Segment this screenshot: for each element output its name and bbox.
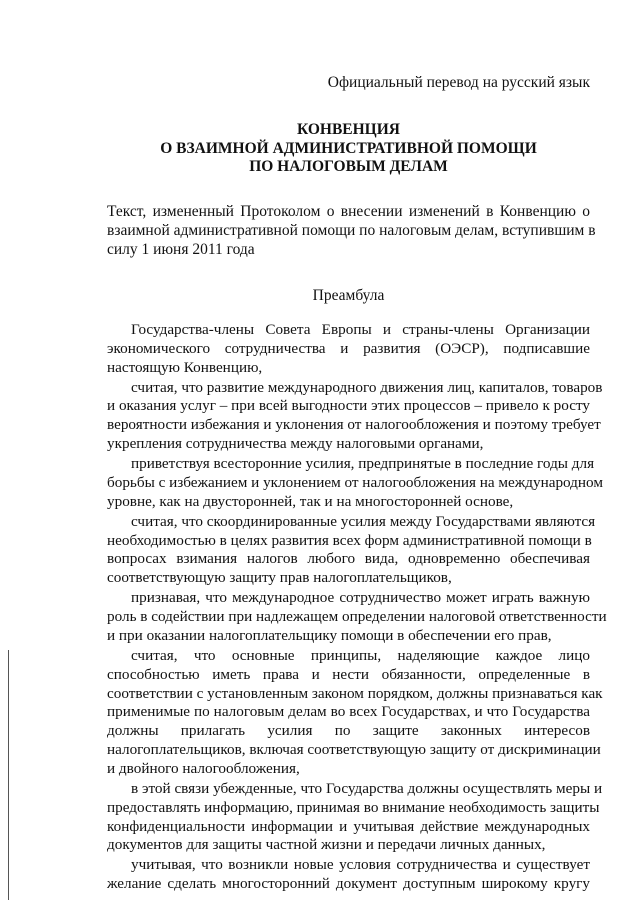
paragraph-line: учитывая, что возникли новые условия сотрудничества и существует — [131, 856, 590, 874]
paragraph-line: применимые по налоговым делам во всех Государствах, и что Государства — [107, 703, 590, 721]
intro-line: силу 1 июня 2011 года — [107, 241, 255, 258]
paragraph-line: документов для защиты частной жизни и передачи личных данных, — [107, 836, 546, 854]
title-line: О ВЗАИМНОЙ АДМИНИСТРАТИВНОЙ ПОМОЩИ — [160, 139, 537, 157]
paragraph-line: в этой связи убежденные, что Государства должны осуществлять меры и — [131, 779, 603, 797]
preamble-heading: Преамбула — [312, 287, 385, 304]
preamble-paragraph — [107, 589, 607, 645]
preamble-paragraph — [107, 378, 603, 454]
intro-line: Текст, измененный Протоколом о внесении изменений в Конвенцию о — [107, 203, 590, 220]
paragraph-line: необходимостью в целях развития всех форм административной помощи в — [107, 531, 592, 549]
paragraph-line: Государства-члены Совета Европы и страны-члены Организации — [131, 321, 590, 338]
preamble-paragraph — [107, 856, 590, 894]
preamble-paragraph — [107, 455, 603, 511]
paragraph-line: считая, что развитие международного движения лиц, капиталов, товаров — [131, 378, 603, 396]
paragraph-line: конфиденциальности информации и учитывая действие международных — [107, 817, 590, 835]
paragraph-line: экономического сотрудничества и развития (ОЭСР), подписавшие — [107, 339, 590, 357]
preamble-paragraph — [107, 512, 596, 588]
paragraph-line: и оказания услуг – при всей выгодности этих процессов – привело к росту — [107, 397, 590, 415]
paragraph-line: вероятности избежания и уклонения от налогообложения и поэтому требует — [107, 416, 601, 434]
paragraph-line: приветствуя всесторонние усилия, предпринятые в последние годы для — [131, 455, 595, 473]
preamble-paragraph — [107, 779, 603, 855]
paragraph-line: уровне, как на двусторонней, так и на многосторонней основе, — [107, 492, 514, 510]
preamble-body — [107, 321, 607, 895]
intro-note — [107, 202, 596, 259]
paragraph-line: укрепления сотрудничества между налоговыми органами, — [107, 435, 484, 453]
paragraph-line: и при оказании налогоплательщику помощи в обеспечении его прав, — [107, 626, 552, 644]
paragraph-line: борьбы с избежанием и уклонением от налогообложения на международном — [107, 473, 603, 491]
paragraph-line: желание сделать многосторонний документ доступным широкому кругу — [107, 875, 590, 893]
preamble-paragraph — [107, 321, 590, 377]
title-line: ПО НАЛОГОВЫМ ДЕЛАМ — [249, 158, 448, 175]
preamble-paragraph — [107, 647, 603, 779]
paragraph-line: соответствующую защиту прав налогоплательщиков, — [107, 569, 452, 587]
paragraph-line: считая, что скоординированные усилия между Государствами являются — [131, 512, 596, 530]
title-line: КОНВЕНЦИЯ — [296, 121, 400, 138]
paragraph-line: способностью иметь права и нести обязанности, определенные в — [107, 665, 590, 683]
intro-line: взаимной административной помощи по налоговым делам, вступившим в — [107, 222, 596, 239]
paragraph-line: признавая, что международное сотрудничество может играть важную — [131, 589, 590, 607]
paragraph-line: считая, что основные принципы, наделяющие каждое лицо — [131, 647, 590, 665]
official-translation-note: Официальный перевод на русский язык — [327, 74, 590, 91]
paragraph-line: и двойного налогообложения, — [107, 759, 300, 777]
paragraph-line: роль в содействии при надлежащем определении налоговой ответственности — [107, 608, 607, 626]
paragraph-line: должны прилагать усилия по защите законных интересов — [107, 722, 590, 740]
paragraph-line: предоставлять информацию, принимая во внимание необходимость защиты — [107, 798, 600, 816]
document-title — [107, 121, 590, 177]
paragraph-line: налогоплательщиков, включая соответствующую защиту от дискриминации — [107, 741, 601, 759]
paragraph-line: соответствии с установленным законом порядком, должны признаваться как — [107, 684, 603, 702]
scan-edge-line — [8, 650, 9, 900]
paragraph-line: настоящую Конвенцию, — [107, 358, 263, 376]
paragraph-line: вопросах взимания налогов любого вида, одновременно обеспечивая — [107, 550, 590, 568]
